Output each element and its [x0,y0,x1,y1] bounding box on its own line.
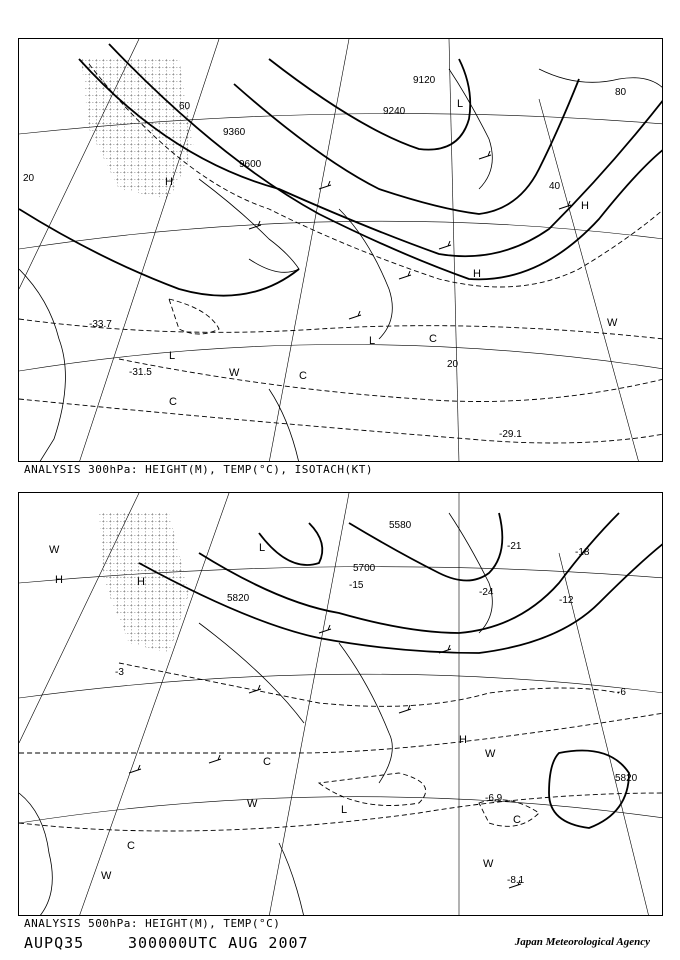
low-center: L [169,350,176,362]
high-center: H [581,200,589,212]
analysis-map-500hpa [18,492,663,916]
warm-center: W [247,798,258,810]
wind-barbs [129,625,521,888]
low-center: L [341,804,348,816]
temperature-label: -18 [575,547,590,558]
height-label: 9120 [413,75,436,86]
isotach-label: 20 [447,359,459,370]
temperature-label: -15 [349,580,364,591]
temperature-label: -6 [617,687,626,698]
cold-center: C [299,370,307,382]
temperature-label: -29.1 [499,429,522,440]
high-center: H [55,574,63,586]
agency-name: Japan Meteorological Agency [514,936,650,948]
isotach-label: 60 [179,101,191,112]
panel-caption-500: ANALYSIS 500hPa: HEIGHT(M), TEMP(°C) [24,917,281,930]
temperature-label: -6.9 [485,793,503,804]
isotach-label: 20 [23,173,35,184]
temperature-label: -21 [507,541,522,552]
cold-center: C [263,756,271,768]
warm-center: W [483,858,494,870]
cold-center: C [513,814,521,826]
low-center: L [369,335,376,347]
height-label: 5700 [353,563,376,574]
temperature-label: -8.1 [507,875,525,886]
temperature-label: -12 [559,595,574,606]
warm-center: W [101,870,112,882]
warm-center: W [485,748,496,760]
height-label: 5820 [615,773,638,784]
cold-center: C [127,840,135,852]
height-label: 5580 [389,520,412,531]
wind-barbs [249,151,571,319]
high-center: H [473,268,481,280]
high-center: H [137,576,145,588]
low-center: L [259,542,266,554]
height-contours [139,513,663,828]
temperature-label: -31.5 [129,367,152,378]
high-center: H [459,734,467,746]
isotach-label: 40 [549,181,561,192]
valid-time: 300000UTC AUG 2007 [128,934,309,952]
cold-center: C [429,333,437,345]
map-300hpa-canvas [19,39,663,462]
cold-center: C [169,396,177,408]
panel-caption-300: ANALYSIS 300hPa: HEIGHT(M), TEMP(°C), ISOTACH(KT) [24,463,374,476]
height-label: 5820 [227,593,250,604]
warm-center: W [229,367,240,379]
warm-center: W [49,544,60,556]
map-500hpa-canvas [19,493,663,916]
height-label: 9360 [223,127,246,138]
height-label: 9600 [239,159,262,170]
low-center: L [457,98,464,110]
height-label: 9240 [383,106,406,117]
chart-id: AUPQ35 [24,934,85,952]
isotach-label: 80 [615,87,627,98]
analysis-map-300hpa [18,38,663,462]
warm-center: W [607,317,618,329]
temperature-label: -3 [115,667,124,678]
temperature-label: -24 [479,587,494,598]
temperature-label: -33.7 [89,319,112,330]
high-center: H [165,176,173,188]
coastline [19,513,492,916]
